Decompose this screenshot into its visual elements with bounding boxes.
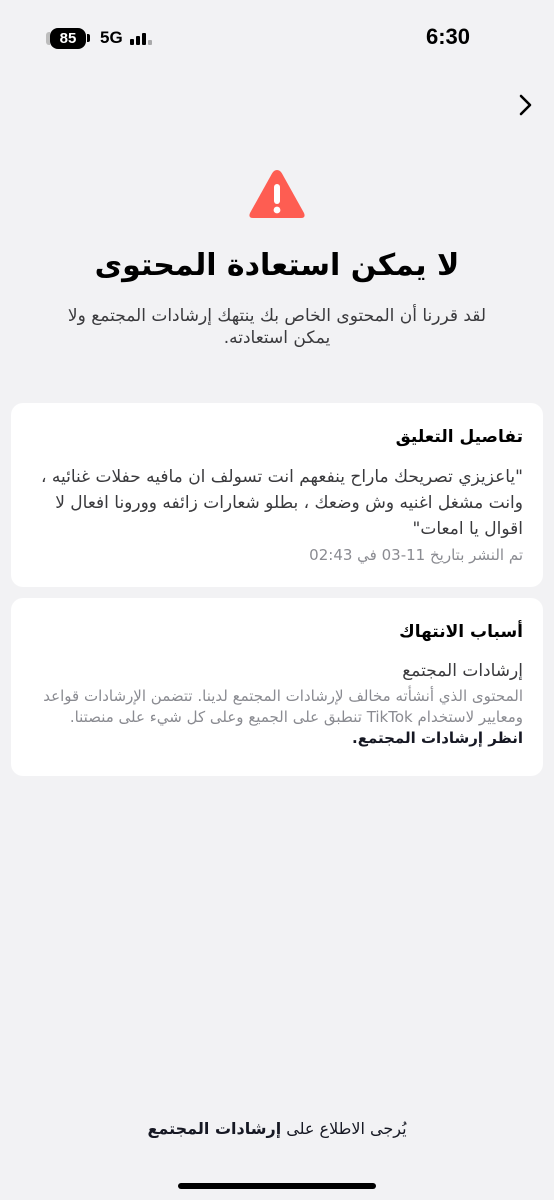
comment-text: "ياعزيزي تصريحك ماراح ينفعهم انت تسولف ان مافيه حفلات غنائيه ، وانت مشغل اغنيه وش وضعك ، بطلو شعارات زائفه وورونا افعال لا اقوال يا امعات"	[41, 467, 523, 539]
posted-timestamp: تم النشر بتاريخ 11-03 في 02:43	[309, 546, 523, 564]
warning-triangle-icon	[247, 166, 307, 222]
battery-icon	[50, 28, 86, 49]
violation-reasons-title: أسباب الانتهاك	[399, 622, 523, 642]
comment-details-title: تفاصيل التعليق	[395, 427, 523, 447]
page-title: لا يمكن استعادة المحتوى	[94, 248, 460, 283]
status-time: 6:30	[426, 24, 471, 49]
network-type: 5G	[100, 28, 123, 47]
chevron-right-icon[interactable]	[512, 91, 540, 119]
status-indicators	[50, 27, 152, 49]
home-indicator[interactable]	[178, 1183, 376, 1189]
reason-description-block	[31, 686, 523, 749]
battery-charge-edge	[46, 32, 50, 45]
footer-guidelines-link[interactable]: إرشادات المجتمع	[147, 1119, 282, 1138]
comment-details-card	[11, 403, 543, 587]
footer-text: يُرجى الاطلاع على	[286, 1119, 407, 1138]
community-guidelines-link[interactable]: انظر إرشادات المجتمع.	[352, 729, 523, 747]
reason-description: المحتوى الذي أنشأته مخالف لإرشادات المجتمع لدينا. تتضمن الإرشادات قواعد ومعايير لاستخدام TikTok تنطبق على الجميع وعلى كل شيء على منصتنا.	[43, 687, 523, 726]
battery-cap	[87, 34, 90, 42]
footer-note	[20, 1119, 534, 1138]
reason-title: إرشادات المجتمع	[402, 661, 523, 681]
violation-reasons-card	[11, 598, 543, 776]
page-subtitle: لقد قررنا أن المحتوى الخاص بك ينتهك إرشادات المجتمع ولا يمكن استعادته.	[67, 306, 487, 348]
battery-level: 85	[59, 29, 77, 47]
signal-icon	[130, 32, 152, 45]
